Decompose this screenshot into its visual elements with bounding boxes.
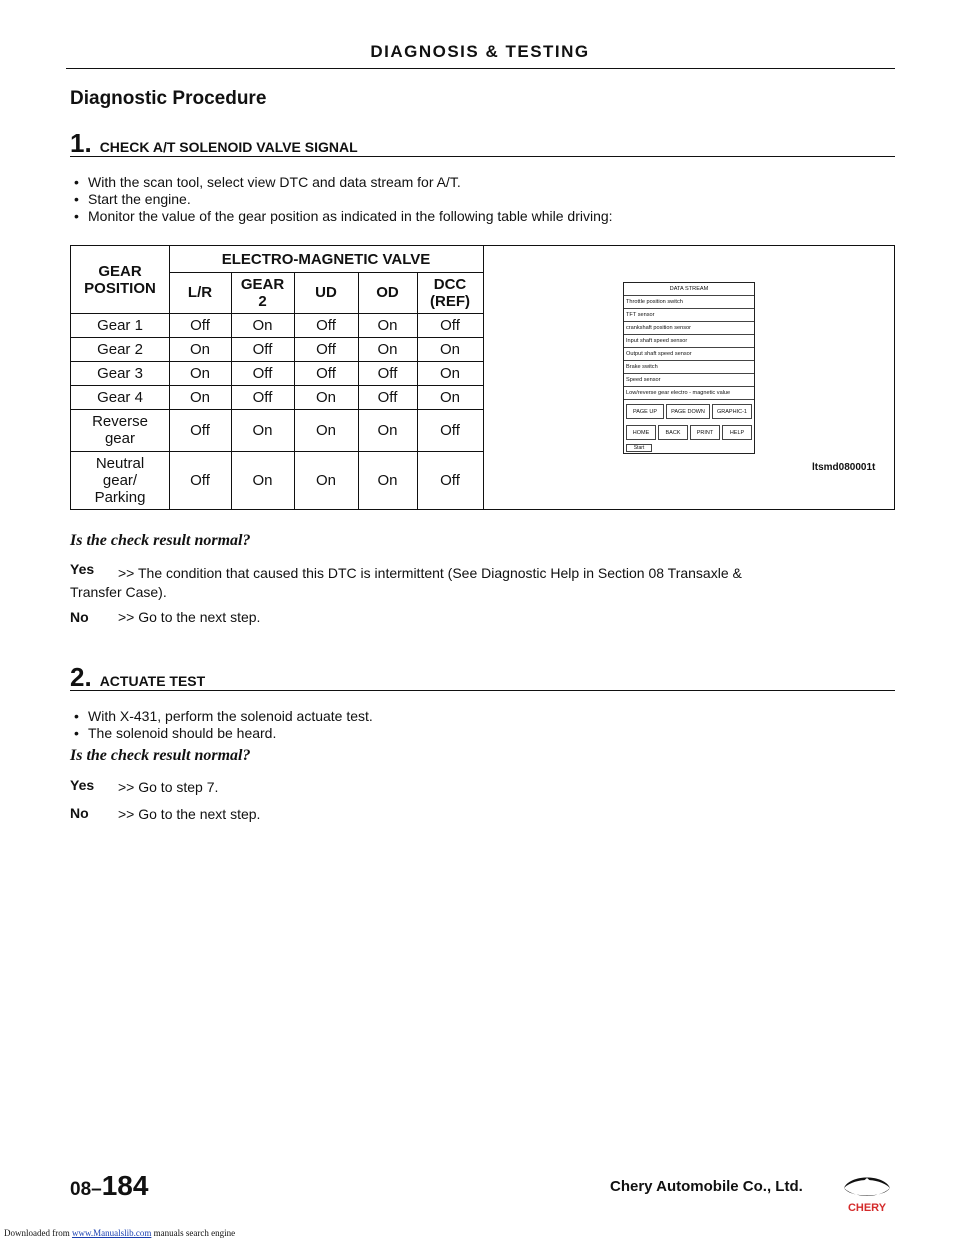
figure-button: HELP bbox=[722, 425, 752, 440]
step-1-heading bbox=[70, 128, 358, 159]
step-2-title: ACTUATE TEST bbox=[99, 673, 206, 689]
valve-state-cell: On bbox=[377, 421, 398, 439]
step-1-title: CHECK A/T SOLENOID VALVE SIGNAL bbox=[99, 139, 358, 155]
q1-yes-key: Yes bbox=[70, 561, 95, 577]
figure-item: Brake switch bbox=[624, 361, 754, 374]
valve-col-header: GEAR 2 bbox=[240, 275, 285, 310]
table-vline bbox=[294, 272, 295, 509]
valve-state-cell: On bbox=[315, 471, 336, 489]
table-hline bbox=[71, 337, 483, 338]
figure-label: ltsmd080001t bbox=[812, 462, 876, 473]
step-2-bullet-2: • The solenoid should be heard. bbox=[74, 725, 277, 741]
valve-state-cell: Off bbox=[377, 364, 398, 382]
valve-col-header: L/R bbox=[187, 284, 213, 301]
q2-no-text: >> Go to the next step. bbox=[118, 806, 261, 822]
step-1-bullet-3: • Monitor the value of the gear position as indicated in the following table while driving: bbox=[74, 208, 613, 224]
gear-row-label: Reverse gear bbox=[92, 413, 148, 447]
company-name: Chery Automobile Co., Ltd. bbox=[610, 1178, 803, 1195]
valve-col-header: UD bbox=[315, 284, 337, 301]
figure-item: Input shaft speed sensor bbox=[624, 335, 754, 348]
gear-row-label: Neutral gear/ Parking bbox=[94, 454, 146, 506]
running-header: DIAGNOSIS & TESTING bbox=[370, 42, 590, 61]
question-2: Is the check result normal? bbox=[70, 747, 251, 764]
table-vline bbox=[169, 246, 170, 509]
step-1-bullet-1: • With the scan tool, select view DTC and data stream for A/T. bbox=[74, 174, 461, 190]
valve-state-cell: Off bbox=[252, 340, 273, 358]
table-hline bbox=[71, 385, 483, 386]
valve-state-cell: On bbox=[439, 340, 460, 358]
figure-button: PRINT bbox=[690, 425, 720, 440]
valve-state-cell: On bbox=[189, 364, 210, 382]
valve-state-cell: On bbox=[252, 316, 273, 334]
valve-group-header: ELECTRO-MAGNETIC VALVE bbox=[221, 250, 431, 268]
step-2-heading bbox=[70, 662, 205, 693]
chery-logo-icon bbox=[836, 1168, 898, 1214]
table-hline bbox=[71, 409, 483, 410]
figure-title: DATA STREAM bbox=[624, 283, 754, 296]
figure-item: Speed sensor bbox=[624, 374, 754, 387]
valve-state-cell: On bbox=[315, 421, 336, 439]
valve-state-cell: On bbox=[377, 316, 398, 334]
gear-row-label: Gear 2 bbox=[97, 340, 143, 358]
table-vline bbox=[483, 246, 484, 509]
q1-yes-text: >> The condition that caused this DTC is intermittent (See Diagnostic Help in Section 08 Transaxle & bbox=[118, 565, 742, 581]
svg-text:CHERY: CHERY bbox=[847, 1202, 887, 1214]
gear-row-label: Gear 4 bbox=[97, 388, 143, 406]
valve-state-cell: On bbox=[439, 364, 460, 382]
valve-state-cell: On bbox=[189, 388, 210, 406]
valve-state-cell: Off bbox=[316, 340, 336, 358]
step-2-bullet-1: • With X-431, perform the solenoid actuate test. bbox=[74, 708, 373, 724]
figure-button: BACK bbox=[658, 425, 688, 440]
q1-yes-text-cont: Transfer Case). bbox=[70, 584, 167, 600]
valve-state-cell: Off bbox=[440, 421, 460, 439]
step-2-number: 2. bbox=[70, 662, 92, 692]
figure-item: TFT sensor bbox=[624, 309, 754, 322]
valve-state-cell: Off bbox=[440, 471, 460, 489]
valve-col-header: OD bbox=[376, 284, 399, 301]
step-2-rule bbox=[70, 690, 895, 691]
step-1-number: 1. bbox=[70, 128, 92, 158]
data-stream-screen-figure bbox=[623, 282, 755, 454]
q2-yes-key: Yes bbox=[70, 777, 95, 793]
figure-start-button: Start bbox=[626, 444, 652, 452]
valve-state-cell: On bbox=[315, 388, 336, 406]
table-hline bbox=[169, 272, 483, 273]
figure-item: crankshaft position sensor bbox=[624, 322, 754, 335]
valve-state-cell: Off bbox=[190, 471, 210, 489]
valve-state-cell: Off bbox=[252, 388, 273, 406]
valve-state-cell: Off bbox=[440, 316, 460, 334]
table-hline bbox=[71, 451, 483, 452]
figure-item: Output shaft speed sensor bbox=[624, 348, 754, 361]
gear-valve-table bbox=[70, 245, 895, 510]
figure-button: PAGE UP bbox=[626, 404, 664, 419]
valve-state-cell: On bbox=[377, 340, 398, 358]
gear-row-label: Gear 1 bbox=[97, 316, 143, 334]
figure-item: Low/reverse gear electro - magnetic value bbox=[624, 387, 754, 400]
section-title: Diagnostic Procedure bbox=[70, 88, 267, 109]
step-1-rule bbox=[70, 156, 895, 157]
figure-item: Throttle position switch bbox=[624, 296, 754, 309]
q1-no-text: >> Go to the next step. bbox=[118, 609, 261, 625]
q2-no-key: No bbox=[70, 805, 89, 821]
table-hline bbox=[71, 313, 483, 314]
step-1-bullet-2: • Start the engine. bbox=[74, 191, 191, 207]
table-vline bbox=[358, 272, 359, 509]
valve-state-cell: On bbox=[252, 421, 273, 439]
valve-state-cell: Off bbox=[252, 364, 273, 382]
valve-state-cell: On bbox=[189, 340, 210, 358]
valve-state-cell: Off bbox=[190, 421, 210, 439]
valve-state-cell: On bbox=[252, 471, 273, 489]
valve-state-cell: Off bbox=[316, 316, 336, 334]
table-hline bbox=[71, 361, 483, 362]
figure-button: PAGE DOWN bbox=[666, 404, 710, 419]
figure-button: HOME bbox=[626, 425, 656, 440]
valve-state-cell: Off bbox=[377, 388, 398, 406]
valve-state-cell: Off bbox=[190, 316, 210, 334]
manualslib-link[interactable]: www.Manualslib.com bbox=[71, 1228, 152, 1238]
q2-yes-text: >> Go to step 7. bbox=[118, 779, 219, 795]
table-vline bbox=[231, 272, 232, 509]
gear-row-label: Gear 3 bbox=[97, 364, 143, 382]
valve-state-cell: On bbox=[377, 471, 398, 489]
table-vline bbox=[417, 272, 418, 509]
download-source: Downloaded from www.Manualslib.com manuals search engine bbox=[4, 1228, 236, 1238]
page-number: 08–184 bbox=[70, 1170, 149, 1201]
header-rule bbox=[66, 68, 895, 69]
valve-col-header: DCC (REF) bbox=[430, 275, 470, 310]
q1-no-key: No bbox=[70, 609, 89, 625]
gear-position-header: GEAR POSITION bbox=[84, 262, 156, 297]
figure-button: GRAPHIC-1 bbox=[712, 404, 752, 419]
valve-state-cell: On bbox=[439, 388, 460, 406]
question-1: Is the check result normal? bbox=[70, 532, 251, 549]
valve-state-cell: Off bbox=[316, 364, 336, 382]
